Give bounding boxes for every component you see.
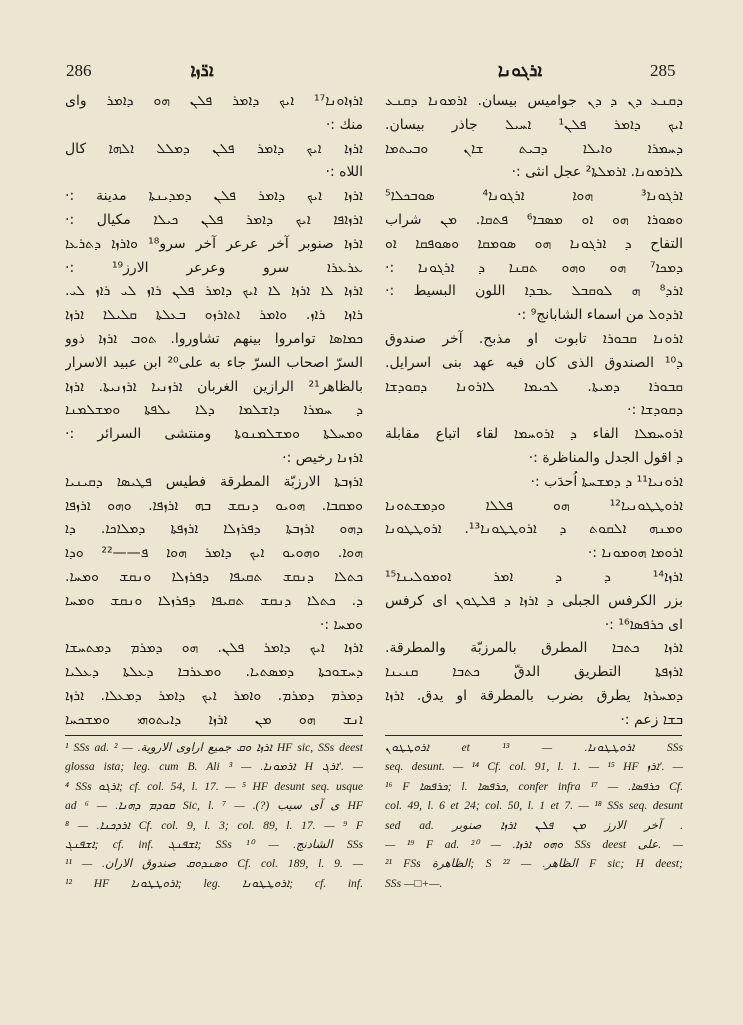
footnote-line: col. 49, l. 6 et 24; col. 50, l. 1 et 7. — ¹⁸ SSs seq. desunt xyxy=(385,799,683,813)
footnote-line: glossa ista; leg. cum B. Ali ܐܪܡܘܢܐ. — ³ H ܐܪܓ'. — xyxy=(65,760,363,774)
text-line: ܕܗܘ ܐܪܙܒܬܐ ܕܦܪܙܠܐ ܐܪܙܦܬܐ ܕܡܠܐܟܐ. ܕܐ xyxy=(65,521,363,538)
left-running-head: ܐܪ̈ܙܐ xyxy=(190,61,214,81)
text-line: ܕܩܢܥ ܕܢ ܕ ܕܢ جواميس بيسان. ܐܪܡܘܢܐ ܕܩܢܥ xyxy=(385,93,683,109)
text-line: ܕ¹⁰ الصندوق الذى كان فيه عهد بنى اسرايل. xyxy=(385,354,683,371)
text-line: ܐܪܙܒܬܐ الارزبّة المطرقة فطيس ܦܛܝܣܐ ܕܩܝܢܝܐ xyxy=(65,473,363,490)
text-line: ܘܡܚܐ :· xyxy=(319,616,363,633)
text-line: ܥܪܥܪܐ سرو وعرعر الارز¹⁹ :· xyxy=(65,259,363,276)
footnote-line: seq. desunt. — ¹⁴ Cf. col. 91, l. 1. — ¹⁵ HF ܐܪܙ'. — xyxy=(385,760,683,774)
text-line: ܐܪܘܢܝܐ¹¹ ܕ ܕܡܫܚܬܐ اُحدَب :· xyxy=(530,473,683,490)
text-line: منك :· xyxy=(325,116,363,133)
footnote-line: ܐܪܕܟܢܐ. — ⁸ Cf. col. 9, l. 3; col. 89, l. 17. — ⁹ F xyxy=(65,818,363,832)
footnote-line: ܐܪܘܛܛܘܢ et ܐܪܘܛܛܘܢܐ. — ¹³ SSs xyxy=(385,741,683,754)
footnote-line: ¹⁶ F ܟܪܦܣܐ; l. ܟܪܦܣܐ, confer infra ܟܪܦܣܐ. — ¹⁷ Cf. xyxy=(385,779,683,793)
text-line: ܐܪܙܐ ܠܐ ܐܪܙܐ ܠܐ ܐܝܟ ܕܐܡܪ ܦܠܢ ܪܐܙ ܠܝ ܪܐܙ ܠܝ. xyxy=(65,283,363,300)
text-line: بالظاهر²¹ الرازين الغربان ܐܪܙܢܝܐ ܐܪܙܢܝܬܐ. ܐܪܙܐ xyxy=(65,378,363,395)
text-line: ܒܫܐ زعم :· xyxy=(620,711,683,728)
text-line: ܐܪܙܐ ܟܬܒܐ المطرق بالمرزبّة والمطرقة. xyxy=(385,640,683,657)
text-line: ܐܪܘܢܐ ܩܒܘܪܐ تابوت او مذبح. آخر صندوق xyxy=(385,330,683,347)
footnote-separator-left xyxy=(65,735,363,736)
text-line: بزر الكرفس الجبلى ܕ ܐܪܙܐ ܕ ܦܠܛܘܢ اى كرفس xyxy=(385,592,683,609)
right-running-head: ܐܪܓܘܢܐ xyxy=(497,61,543,81)
text-line: ܐܪܕ⁸ ܗ ܠܘܩܒܠ ܥܒܕܐ اللون البسيط :· xyxy=(385,283,683,300)
text-line: ܕܡܪܡ ܕܡܪܡ. ܘܐܡܪ ܐܝܟ ܕܐܡܪ ܕܡܥܠܐ. ܐܪܙܐ xyxy=(65,687,363,704)
text-line: ܐܪܙܐ ܐܝܟ ܕܐܡܪ ܦܠܢ. ܗܘ ܕܡܪܡ ܕܡܬܚܫܐ xyxy=(65,640,363,657)
text-line: ܐܪܙܢܐ رخيص :· xyxy=(282,449,363,466)
text-line: ܘܡܚܠܬܐ ܘܡܫܠܡܢܘܬܐ ومنتشى السرائر :· xyxy=(65,426,363,443)
footnote-separator-right xyxy=(385,735,682,736)
text-line: ܕܡܟܐ⁷ ܗܘ ܘܗܘ ܬܩܢܐ ܕ ܐܪܓܘܢܐ :· xyxy=(385,259,683,276)
text-line: ܐܪܙܐ صنوبر آخر عرعر آخر سرو¹⁸ ܘܐܪܙܐ ܕܬܪܥܐ xyxy=(65,235,363,252)
text-line: ܐܪܙܐ ܐܝܟ ܕܐܡܪ ܦܠܢ ܕܡܠܠ ܐܠܗܐ كال xyxy=(65,140,363,157)
text-line: ܕܡܚܪܙܐ يطرق بضرب بالمطرقة او يدق. ܐܪܙܐ xyxy=(385,687,683,704)
text-line: ܐܪܙܐ ܐܝܟ ܕܐܡܪ ܦܠܢ ܕܡܕܝܢܬܐ مدينة :· xyxy=(65,188,363,205)
text-line: ܕ. ܟܬܠܐ ܕܢܩܫ ܬܩܝܦܐ ܕܦܪܙܠܐ ܘܢܩܫ ܘܡܚܐ xyxy=(65,592,363,609)
left-page-number: 286 xyxy=(66,61,92,80)
text-line: اللاه :· xyxy=(325,164,363,181)
text-line: ܐܢܫ ܗܘ ܡܢ ܐܪܙܐ ܕܐܝܬܘܗܝ ܘܡܫܟܚܐ xyxy=(65,711,363,728)
text-line: ܐܪܘܡܐ ܗܘܡܘܢܐ :· xyxy=(587,545,683,562)
text-line: ܕܚܫܘܟܬܐ ܕܡܣܬܝܐ. ܘܡܥܪܒܐ ܕܥܠܬܐ ܕܥܠܝܐ xyxy=(65,664,363,681)
text-line: ܟܡܐܣܐ توامروا بينهم تشاوروا. ܬܘܒ ܐܪܙܐ ذوو xyxy=(65,330,363,347)
left-footnotes xyxy=(65,738,363,893)
text-line: ܟܬܠܐ ܕܢܩܫ ܬܩܝܦܐ ܕܦܪܙܠܐ ܘܢܩܫ ܘܡܚܐ. xyxy=(65,568,363,585)
text-line: ܐܪܙܐܦܐ ܐܝܟ ܕܐܡܪ ܦܠܢ ܟܝܠܐ مكيال :· xyxy=(65,211,363,228)
right-footnotes xyxy=(385,738,683,893)
footnote-line: SSs —□+—. xyxy=(385,876,443,890)
text-line: التفاح ܕ ܐܪܓܘܢܐ ܗܘ ܣܘܡܩܐ ܘܣܘܦܩܐ ܐܘ xyxy=(385,235,683,252)
footnote-line: ²¹ FSs الظاهرة; S الظاهر. — ²² F sic; H deest; xyxy=(385,857,683,871)
text-line: ܘܣܘܪܐ ܗܘ ܐܘ ܡܣܒܐ⁶ ܦܬܩܐ. ܡܢ شراب xyxy=(385,211,683,228)
left-text-column xyxy=(65,90,363,733)
footnote-line: sed ad. آخر الارز ܡܢ ܦܠܢ ܐܪܙܐ صنوبر . xyxy=(385,818,683,832)
text-line: اى ܟܪܦܣܐ¹⁶ :· xyxy=(604,616,683,633)
text-line: ܕܩܘܕܫܐ :· xyxy=(627,402,683,419)
text-line: ܐܪܓܘܢܐ³ ܗܘܐ ܐܪܓܘܢܐ⁴ ܣܘܒܟܠܐ⁵ xyxy=(385,188,683,205)
text-line: ܐܪܙܐ¹⁴ ܕ ܕ ܐܡܪ ܐܘܡܘܠܝܢܐ¹⁵ xyxy=(385,568,683,585)
text-line: ܘܡܢܗ ܐܠܩܘܬ ܕ ܐܪܘܛܛܘܢܐ¹³. ܐܪܘܛܛܘܢܐ xyxy=(385,521,683,538)
footnote-line: ¹² HF ܐܪܘܛܛܘܢܐ; leg. ܐܪܘܛܛܘܢܐ; cf. inf. xyxy=(65,876,363,890)
text-line: ܗܘܐ. ܘܗܘܝܘ ܐܝܟ ܕܐܡܪ ܗܘܐ ܦ——²² ܘܕܐ xyxy=(65,545,363,562)
right-text-column xyxy=(385,90,683,733)
right-page-number: 285 xyxy=(650,61,676,80)
text-line: ܩܒܘܪܐ ܕܡܝܬܐ. ܠܟܝܡܐ ܠܐܪܘܢܐ ܕܩܘܕܫܐ xyxy=(385,378,683,395)
footnote-line: — ¹⁹ F ad. ܘܗܘ ܐܪܙܐ. — ²⁰ SSs deest على. — xyxy=(385,837,683,851)
footnote-line: ܘܣܢܕܘܩ صندوق الاران. — ¹¹ Cf. col. 189, l. 9. — xyxy=(65,857,363,871)
text-line: ܐܪܙܐܘܢܐ¹⁷ ܐܝܟ ܕܐܡܪ ܦܠܢ ܗܘ ܕܐܡܪ وای xyxy=(65,93,363,109)
footnote-line: ⁴ SSs ܐܪܓܘ; cf. col. 54, l. 17. — ⁵ HF desunt seq. usque xyxy=(65,779,363,793)
text-line: ܕ اقول الجدل والمناظرة :· xyxy=(528,449,683,466)
text-line: ܐܝܟ ܕܐܡܪ ܦܠܢ¹ ܐܚܝܠ جاذر بيسان. xyxy=(385,116,683,133)
text-line: ܐܪܙܦܬܐ التطريق الدقّ ܟܬܒܐ ܩܢܝܢܐ xyxy=(385,664,683,681)
footnote-line: ܐܫܦܢܓ; cf. inf. ܐܫܦܢܓ; SSs الشادنج. — ¹⁰ SSs xyxy=(65,837,363,851)
text-line: ܕܚܡܪܐ ܘܐܝܠܐ ܕܒܝܬ ܫܐܢ ܘܒܝܬܡܐ xyxy=(385,140,683,157)
footnote-line: ¹ SSs ad. ܐܪܙܐ ܘܩ جميع اراوى الاروية. — ² HF sic, SSs deest xyxy=(65,741,363,754)
text-line: ܐܪܕܘܠ من اسماء الشابانج⁹ :· xyxy=(517,307,683,324)
text-line: ܪܐܙܐ ܪܐܙ. ܘܐܡܪ ܐܬܐܪܙܘ ܒܥܠܬܐ ܩܠܝܠܐ ܐܪܙܐ xyxy=(65,307,363,324)
text-line: ܐܪܘܚܡܠܐ الفاء ܕ ܐܪܘܚܡܐ لقاء اتباع مقابلة xyxy=(385,426,683,443)
text-line: ܐܪܘܛܛܘܢܝܐ¹² ܗܘ ܦܠܠܐ ܘܕܡܫܬܘܢܐ xyxy=(385,497,683,514)
text-line: ܘܡܩܒܐ. ܗܘܝܘ ܕܢܩܫ ܒܗ ܐܪܙܦܐ. ܘܗܘ ܐܪܙܦܐ xyxy=(65,497,363,514)
footnote-line: ad ܩܘܕܡ ܕܗܢܐ. — ⁶ Sic, l. ی آی سیب (?). — ⁷ HF xyxy=(65,799,363,813)
text-line: ܕ ܚܡܪܐ ܕܐܫܠܡܐ ܕܠܐ ܝܠܦܬܐ ܘܡܫܠܡܢܐ xyxy=(65,402,363,419)
text-line: السرّ اصحاب السرّ جاء به على²⁰ ابن عبيد الاسرار xyxy=(65,354,363,371)
text-line: ܠܐܪܡܘܢܐ. ܐܪܡܠܬܐ² عجل انثى :· xyxy=(511,164,683,181)
